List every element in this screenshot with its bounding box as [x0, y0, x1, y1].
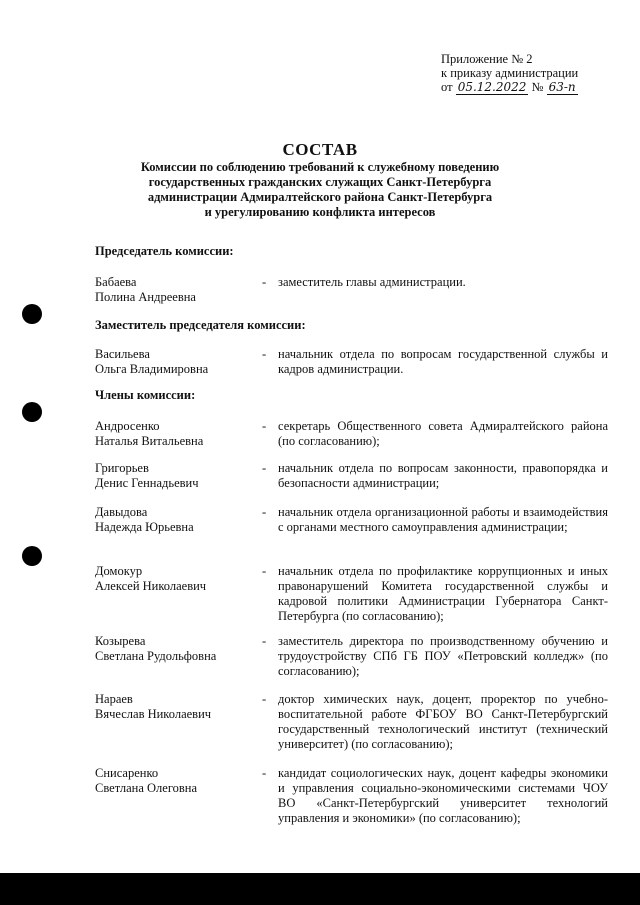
person-given-name: Денис Геннадьевич: [95, 476, 199, 490]
person-role: доктор химических наук, доцент, проректор по учебно-воспитательной работе ФГБОУ ВО Санкт-Петербургский государственный технологический институт (технический университет) (по согласованию);: [278, 692, 608, 751]
subtitle-line: Комиссии по соблюдению требований к служебному поведению: [140, 160, 500, 174]
dash: -: [262, 347, 267, 361]
subtitle-line: и урегулированию конфликта интересов: [204, 205, 436, 219]
person-role: кандидат социологических наук, доцент кафедры экономики и управления социально-экономическими системами ЧОУ ВО «Санкт-Петербургский университет технологий управления и экономики» (по согласованию);: [278, 766, 608, 825]
person-name: [95, 461, 245, 491]
person-given-name: Надежда Юрьевна: [95, 520, 194, 534]
person-surname: Григорьев: [95, 461, 149, 475]
person-name: [95, 564, 245, 594]
person-role: заместитель главы администрации.: [278, 275, 466, 289]
dash: -: [262, 564, 267, 578]
dash: -: [262, 692, 267, 706]
person-role: начальник отдела по вопросам государственной службы и кадров администрации.: [278, 347, 608, 376]
punch-hole-icon: [22, 304, 42, 324]
punch-hole-icon: [22, 546, 42, 566]
document-subtitle: [130, 160, 510, 220]
person-given-name: Светлана Рудольфовна: [95, 649, 217, 663]
person-role: начальник отдела по профилактике коррупционных и иных правонарушений Комитета государственной службы и кадровой политики Администрации Губернатора Санкт-Петербурга (по согласованию);: [278, 564, 608, 623]
person-name: [95, 692, 245, 722]
dash: -: [262, 275, 267, 289]
person-role: заместитель директора по производственному обучению и трудоустройству СПб ГБ ПОУ «Петровский колледж» (по согласованию);: [278, 634, 608, 678]
section-members: Члены комиссии:: [95, 388, 196, 402]
person-given-name: Алексей Николаевич: [95, 579, 207, 593]
appendix-line-1: Приложение № 2: [441, 52, 533, 66]
appendix-number-prefix: №: [531, 80, 544, 94]
section-chairman: Председатель комиссии:: [95, 244, 234, 258]
appendix-line-3: [441, 80, 631, 94]
dash: -: [262, 505, 267, 519]
person-given-name: Вячеслав Николаевич: [95, 707, 212, 721]
person-surname: Нараев: [95, 692, 133, 706]
person-name: [95, 347, 245, 377]
dash: -: [262, 461, 267, 475]
person-name: [95, 419, 245, 449]
person-surname: Домокур: [95, 564, 143, 578]
appendix-block: [441, 52, 631, 94]
subtitle-line: государственных гражданских служащих Санкт-Петербурга: [148, 175, 492, 189]
appendix-date-prefix: от: [441, 80, 453, 94]
person-surname: Васильева: [95, 347, 150, 361]
person-role: секретарь Общественного совета Адмиралтейского района (по согласованию);: [278, 419, 608, 448]
person-name: [95, 275, 245, 305]
person-surname: Снисаренко: [95, 766, 159, 780]
handwritten-date: 05.12.2022: [457, 80, 527, 94]
punch-hole-icon: [22, 402, 42, 422]
person-role: начальник отдела организационной работы и взаимодействия с органами местного самоуправления администрации;: [278, 505, 608, 534]
dash: -: [262, 766, 267, 780]
person-name: [95, 634, 245, 664]
dash: -: [262, 634, 267, 648]
section-deputy: Заместитель председателя комиссии:: [95, 318, 306, 332]
person-surname: Козырева: [95, 634, 146, 648]
subtitle-line: администрации Адмиралтейского района Санкт-Петербурга: [147, 190, 493, 204]
person-given-name: Ольга Владимировна: [95, 362, 209, 376]
person-given-name: Светлана Олеговна: [95, 781, 198, 795]
person-given-name: Наталья Витальевна: [95, 434, 204, 448]
document-title: СОСТАВ: [282, 140, 358, 159]
person-name: [95, 505, 245, 535]
handwritten-number: 63-п: [548, 80, 576, 94]
person-surname: Бабаева: [95, 275, 137, 289]
appendix-line-2: к приказу администрации: [441, 66, 579, 80]
person-role: начальник отдела по вопросам законности, правопорядка и безопасности администрации;: [278, 461, 608, 490]
person-surname: Андросенко: [95, 419, 160, 433]
dash: -: [262, 419, 267, 433]
person-surname: Давыдова: [95, 505, 148, 519]
person-given-name: Полина Андреевна: [95, 290, 196, 304]
person-name: [95, 766, 245, 796]
scan-edge-bar: [0, 873, 640, 905]
